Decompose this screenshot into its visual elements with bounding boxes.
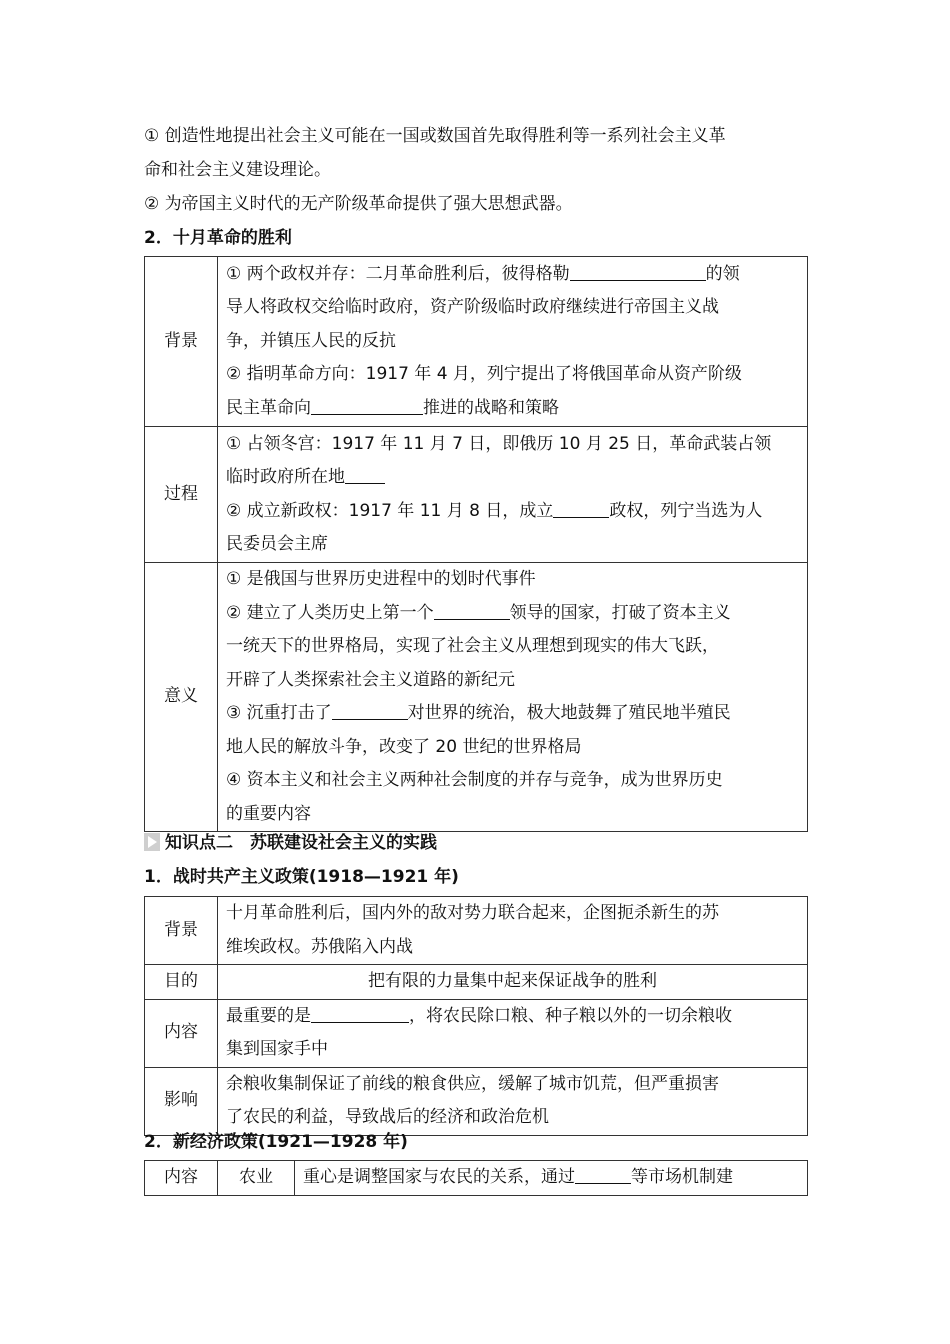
october-revolution-table bbox=[144, 256, 808, 832]
row-sublabel-agriculture: 农业 bbox=[218, 1161, 295, 1196]
row-content-background: 十月革命胜利后，国内外的敌对势力联合起来，企图扼杀新生的苏 维埃政权。苏俄陷入内战 bbox=[218, 897, 808, 965]
row-label-significance: 意义 bbox=[145, 563, 218, 832]
fill-blank[interactable] bbox=[311, 398, 423, 415]
section-title-war-communism: 1．战时共产主义政策(1918—1921 年) bbox=[144, 867, 459, 887]
row-label-background: 背景 bbox=[145, 897, 218, 965]
table-row bbox=[145, 427, 808, 563]
fill-blank[interactable] bbox=[332, 703, 408, 720]
intro-text: ② 为帝国主义时代的无产阶级革命提供了强大思想武器。 bbox=[144, 194, 573, 214]
table-row bbox=[145, 1161, 808, 1196]
fill-blank[interactable] bbox=[311, 1006, 409, 1023]
knowledge-point-title: 知识点二 苏联建设社会主义的实践 bbox=[144, 826, 437, 860]
row-label-impact: 影响 bbox=[145, 1067, 218, 1135]
row-label-background: 背景 bbox=[145, 257, 218, 427]
row-label-content: 内容 bbox=[145, 999, 218, 1067]
fill-blank[interactable] bbox=[570, 264, 706, 281]
nep-table bbox=[144, 1160, 808, 1196]
fill-blank[interactable] bbox=[345, 467, 385, 484]
table-row bbox=[145, 257, 808, 427]
row-label-aim: 目的 bbox=[145, 965, 218, 1000]
row-content-significance: ① 是俄国与世界历史进程中的划时代事件 ② 建立了人类历史上第一个 领导的国家，打破了资本主义 一统天下的世界格局，实现了社会主义从理想到现实的伟大飞跃， 开辟了人类探索社会主义道路的新纪元 ③ 沉重打击了 对世界的统治，极大地鼓舞了殖民地半殖民 地人民的解放斗争，改变了 20 世纪的世界格局 ④ 资本主义和社会主义两种社会制度的并存与竞争，成为世界历史 的重要内容 bbox=[218, 563, 808, 832]
fill-blank[interactable] bbox=[575, 1167, 631, 1184]
intro-paragraph-1-cont bbox=[144, 153, 331, 187]
row-content-background: ① 两个政权并存：二月革命胜利后，彼得格勒 的领 导人将政权交给临时政府，资产阶级临时政府继续进行帝国主义战 争，并镇压人民的反抗 ② 指明革命方向：1917 年 4 月，列宁提出了将俄国革命从资产阶级 民主革命向 推进的战略和策略 bbox=[218, 257, 808, 427]
table-row bbox=[145, 999, 808, 1067]
row-content-impact: 余粮收集制保证了前线的粮食供应，缓解了城市饥荒，但严重损害 了农民的利益，导致战后的经济和政治危机 bbox=[218, 1067, 808, 1135]
row-content-content: 最重要的是 ，将农民除口粮、种子粮以外的一切余粮收 集到国家手中 bbox=[218, 999, 808, 1067]
table-row bbox=[145, 897, 808, 965]
intro-paragraph-2 bbox=[144, 187, 573, 221]
play-marker-icon bbox=[144, 833, 160, 851]
intro-text: ① 创造性地提出社会主义可能在一国或数国首先取得胜利等一系列社会主义革 bbox=[144, 126, 726, 146]
section-title-nep: 2．新经济政策(1921—1928 年) bbox=[144, 1132, 408, 1152]
table-row bbox=[145, 965, 808, 1000]
table-row bbox=[145, 563, 808, 832]
war-communism-table bbox=[144, 896, 808, 1136]
fill-blank[interactable] bbox=[553, 501, 609, 518]
fill-blank[interactable] bbox=[434, 603, 510, 620]
row-label-content: 内容 bbox=[145, 1161, 218, 1196]
intro-text: 命和社会主义建设理论。 bbox=[144, 160, 331, 180]
row-content-aim: 把有限的力量集中起来保证战争的胜利 bbox=[218, 965, 808, 1000]
row-content-process: ① 占领冬宫：1917 年 11 月 7 日，即俄历 10 月 25 日，革命武装占领 临时政府所在地 ② 成立新政权：1917 年 11 月 8 日，成立 政权，列宁当选为人 民委员会主席 bbox=[218, 427, 808, 563]
section-title-october: 2．十月革命的胜利 bbox=[144, 228, 292, 248]
row-content-agriculture: 重心是调整国家与农民的关系，通过 等市场机制建 bbox=[295, 1161, 808, 1196]
row-label-process: 过程 bbox=[145, 427, 218, 563]
intro-paragraph-1 bbox=[144, 119, 726, 153]
